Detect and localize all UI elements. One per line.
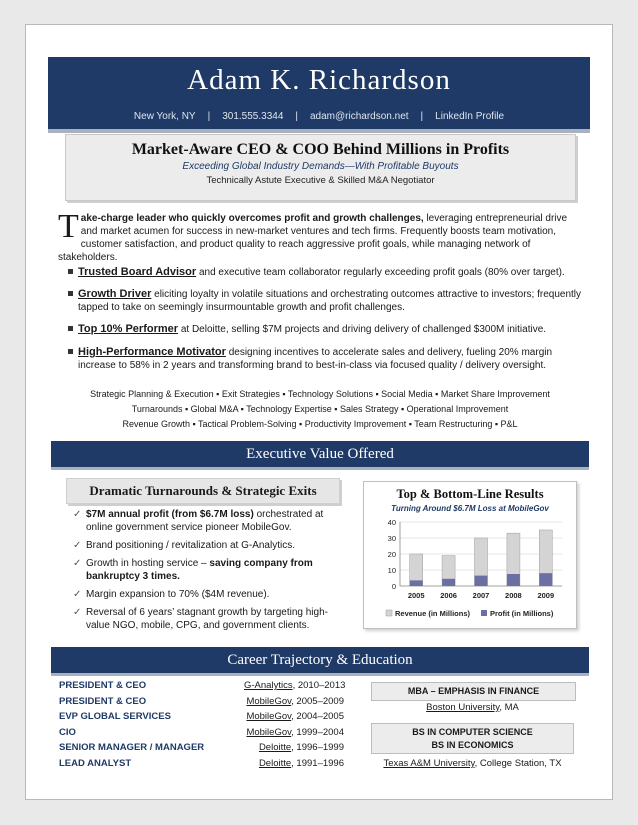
company-name: MobileGov [246,695,292,707]
value-item-bold: $7M annual profit (from $6.7M loss) [86,509,254,520]
resume-page [25,24,613,800]
highlight-text: eliciting loyalty in volatile situations and orchestrating outcomes attractive to investors; frequently tapped to take on seemingly insurmountable growth and profit challenges. [78,289,582,313]
value-item-text: Margin expansion to 70% ($4M revenue). [86,589,270,600]
value-heading: Dramatic Turnarounds & Strategic Exits [66,478,340,504]
check-icon: ✓ [73,558,82,569]
career-title: SENIOR MANAGER / MANAGER [59,742,205,754]
company-name: MobileGov [246,726,292,738]
section-bar-career: Career Trajectory & Education [51,647,589,676]
school-location: , MA [499,702,519,713]
y-tick-label: 40 [387,518,396,527]
x-tick-label: 2005 [407,591,425,600]
value-item-text: Reversal of 6 years’ stagnant growth by targeting high-value NGO, mobile, CPG, and government clients. [86,607,328,631]
company-name: MobileGov [246,711,292,723]
highlight-item [78,288,586,314]
x-tick-label: 2008 [505,591,522,600]
value-item [73,606,332,632]
y-tick-label: 20 [387,550,396,559]
legend-label-revenue: Revenue (in Millions) [395,609,471,618]
school-location: , College Station, TX [474,758,562,769]
y-tick-label: 10 [387,566,396,575]
skills-line: Strategic Planning & Execution ▪ Exit Strategies ▪ Technology Solutions ▪ Social Media ▪ Market Share Improvement [90,389,550,399]
value-item-text: Brand positioning / revitalization at G-Analytics. [86,540,295,551]
skills-line: Turnarounds ▪ Global M&A ▪ Technology Expertise ▪ Sales Strategy ▪ Operational Improvement [131,404,509,414]
highlight-label: Growth Driver [78,288,152,300]
career-company-dates [244,727,344,738]
headline-subtitle: Exceeding Global Industry Demands—With Profitable Buyouts [182,161,459,172]
education-school [371,758,574,769]
square-bullet-icon [68,349,73,354]
profit-bar [507,574,520,586]
career-company-dates [244,742,344,753]
check-icon: ✓ [73,589,82,600]
highlight-item [78,266,586,279]
check-icon: ✓ [73,540,82,551]
headline-tagline: Technically Astute Executive & Skilled M&A Negotiator [206,175,435,186]
resume-header [48,57,590,133]
career-title: PRESIDENT & CEO [59,680,147,691]
career-title: PRESIDENT & CEO [59,695,147,707]
education-degree-box [371,723,574,754]
square-bullet-icon [68,269,73,274]
value-item [73,508,332,534]
highlight-label: High-Performance Motivator [78,346,226,358]
email-link[interactable]: adam@richardson.net [310,111,409,122]
chart-plot [388,518,562,600]
chart-svg [364,482,576,628]
separator: | [295,111,298,122]
value-item [73,588,332,601]
role-dates: , 2005–2009 [291,695,344,707]
company-name: G-Analytics [244,680,293,691]
career-company-dates [244,680,344,691]
legend-swatch-revenue [386,610,392,616]
x-tick-label: 2009 [537,591,555,600]
role-dates: , 1991–1996 [291,758,344,769]
profit-bar [410,580,423,586]
school-name: Texas A&M University [383,758,475,769]
separator: | [420,111,424,122]
role-dates: , 2004–2005 [291,711,344,723]
chart-legend [386,609,554,618]
career-title: EVP GLOBAL SERVICES [59,711,171,723]
profit-bar [539,573,552,586]
legend-label-profit: Profit (in Millions) [490,609,554,618]
company-name: Deloitte [258,742,292,754]
role-dates: , 2010–2013 [292,680,346,691]
highlight-text: designing incentives to accelerate sales and delivery, fueling 20% margin increase to 58% in 2 years and transforming brand to best-in-class via focused quality / delivery oversight. [78,347,553,371]
school-name: Boston University [426,702,500,713]
linkedin-link[interactable]: LinkedIn Profile [435,111,505,122]
headline-title: Market-Aware CEO & COO Behind Millions in Profits [131,141,510,158]
y-tick-label: 30 [387,534,396,543]
location: New York, NY [133,111,196,122]
company-name: Deloitte [258,758,292,769]
summary-rest: leveraging entrepreneurial drive and market acumen for success in new-market ventures and tech firms. Frequently boosts team motivation, customer satisfaction, and product quality to reach aggressive profit goals, while managing network of stakeholders. [58,213,568,263]
summary-paragraph [58,208,586,264]
square-bullet-icon [68,291,73,296]
headline-box [65,134,576,201]
chart-subtitle: Turning Around $6.7M Loss at MobileGov [391,504,549,513]
check-icon: ✓ [73,509,82,520]
chart-title: Top & Bottom-Line Results [396,487,544,501]
highlight-label: Trusted Board Advisor [78,266,197,278]
role-dates: , 1996–1999 [291,742,344,754]
career-title: LEAD ANALYST [59,758,132,769]
value-item [73,539,332,552]
degree-line: BS IN ECONOMICS [431,740,514,750]
career-company-dates [244,696,344,707]
value-item-bold: saving company from bankruptcy 3 times. [86,558,313,582]
highlight-label: Top 10% Performer [78,323,179,335]
value-item-text: Growth in hosting service – [86,558,210,569]
career-title: CIO [59,726,76,738]
profit-bar [475,576,488,586]
section-bar-value: Executive Value Offered [51,441,589,470]
phone: 301.555.3344 [222,111,284,122]
highlight-item [78,323,586,336]
role-dates: , 1999–2004 [291,726,344,738]
results-chart [363,481,577,629]
x-tick-label: 2007 [472,591,490,600]
profit-bar [442,579,455,586]
candidate-name: Adam K. Richardson [187,64,451,96]
highlight-item [78,346,586,372]
legend-swatch-profit [481,610,487,616]
degree-line: BS IN COMPUTER SCIENCE [412,727,533,737]
summary-lead: ake-charge leader who quickly overcomes profit and growth challenges, [80,213,424,224]
highlight-text: at Deloitte, selling $7M projects and driving delivery of challenged $300M initiative. [178,324,547,335]
career-company-dates [244,711,344,722]
skills-line: Revenue Growth ▪ Tactical Problem-Solving ▪ Productivity Improvement ▪ Team Restructuring ▪ P&L [122,419,518,429]
value-item-text: orchestrated at online government service pioneer MobileGov. [86,509,324,533]
value-item [73,557,332,583]
education-degree-box: MBA – EMPHASIS IN FINANCE [371,682,576,701]
separator: | [207,111,211,122]
highlight-text: and executive team collaborator regularly exceeding profit goals (80% over target). [196,267,565,278]
contact-line [48,111,590,122]
drop-cap: T [58,208,79,245]
y-tick-label: 0 [391,582,396,591]
career-company-dates [244,758,344,769]
square-bullet-icon [68,326,73,331]
education-school [371,702,574,713]
x-tick-label: 2006 [440,591,457,600]
check-icon: ✓ [73,607,82,618]
